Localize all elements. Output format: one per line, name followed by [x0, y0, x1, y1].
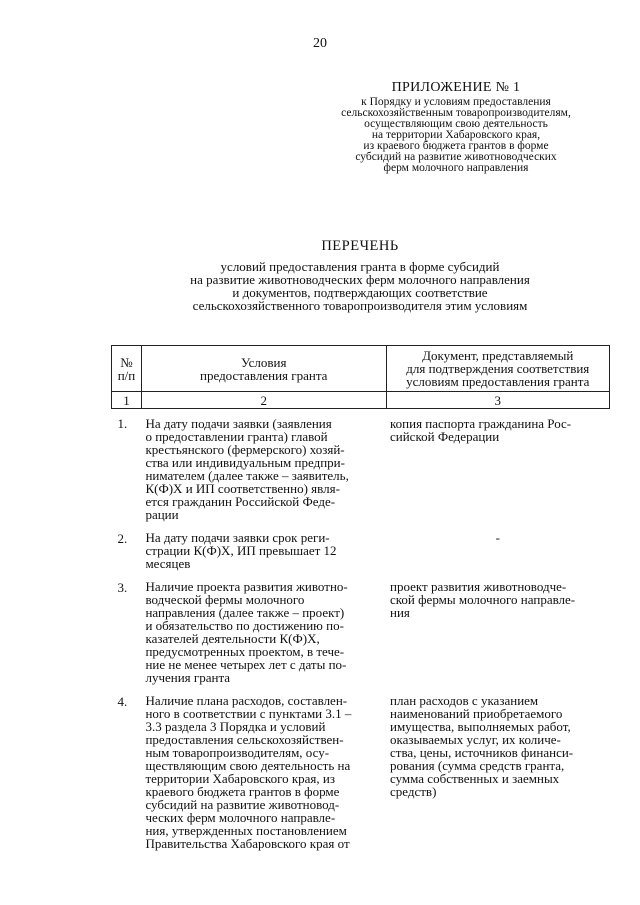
- row-document: копия паспорта гражданина Рос- сийской Федерации: [390, 416, 572, 444]
- header-num: № п/п: [112, 346, 142, 392]
- row-document: план расходов с указанием наименований приобретаемого имущества, выполняемых работ, оказываемых услуг, их количе- ства, цены, источников финанси- рования (сумма средств гранта, сумма собственных и заемных средств): [390, 693, 574, 799]
- appendix-line: субсидий на развитие животноводческих: [355, 151, 557, 163]
- document-heading: [110, 237, 610, 312]
- row-condition: Наличие проекта развития животно- водческой фермы молочного направления (далее также – проект) и обязательство по достижению по- казателей деятельности К(Ф)Х, предусмотренных проектом, в тече- ние не менее четырех лет с даты по- лучения гранта: [145, 579, 348, 685]
- document-title: ПЕРЕЧЕНЬ: [321, 238, 399, 254]
- table-row: [112, 694, 610, 860]
- appendix-line: из краевого бюджета грантов в форме: [363, 140, 549, 152]
- appendix-title: ПРИЛОЖЕНИЕ № 1: [391, 80, 521, 95]
- row-condition: Наличие плана расходов, составлен- ного в соответствии с пунктами 3.1 – 3.3 раздела 3 Порядка и условий предоставления сельскохозяйствен- ным товаропроизводителям, осу- ществляющим свою деятельность на территории Хабаровского края, из краевого бюджета грантов в форме субсидий на развитие животновод- ческих ферм молочного направле- ния, утвержденных постановлением Правительства Хабаровского края от: [145, 693, 352, 851]
- table-row: [112, 409, 610, 532]
- appendix-line: на территории Хабаровского края,: [371, 129, 541, 141]
- conditions-table: [111, 345, 610, 860]
- column-number: 2: [141, 392, 386, 409]
- row-number: 3.: [117, 580, 128, 595]
- row-document: -: [495, 530, 500, 545]
- column-number: 1: [112, 392, 142, 409]
- column-number: 3: [386, 392, 610, 409]
- appendix-line: ферм молочного направления: [383, 162, 529, 174]
- appendix-line: осуществляющим свою деятельность: [364, 118, 548, 130]
- table-row: [112, 531, 610, 580]
- row-condition: На дату подачи заявки (заявления о предоставлении гранта) главой крестьянского (фермерского) хозяй- ства или индивидуальным предпри- нимателем (далее также – заявитель, К(Ф)Х и ИП соответственно) явля- ется гражданин Российской Феде- рации: [145, 416, 349, 522]
- row-document: проект развития животноводче- ской фермы молочного направле- ния: [390, 579, 576, 620]
- header-document: Документ, представляемый для подтверждения соответствия условиям предоставления гранта: [386, 346, 610, 392]
- heading-line: условий предоставления гранта в форме субсидий: [220, 259, 500, 274]
- heading-line: сельскохозяйственного товаропроизводителя этим условиям: [192, 298, 528, 313]
- row-condition: На дату подачи заявки срок реги- страции К(Ф)Х, ИП превышает 12 месяцев: [145, 530, 337, 571]
- appendix-line: к Порядку и условиям предоставления: [361, 96, 551, 108]
- row-number: 4.: [117, 694, 128, 709]
- column-number-row: [112, 392, 610, 409]
- header-condition: Условия предоставления гранта: [141, 346, 386, 392]
- heading-line: и документов, подтверждающих соответствие: [232, 285, 488, 300]
- appendix-block: [322, 80, 590, 174]
- heading-line: на развитие животноводческих ферм молочного направления: [190, 272, 530, 287]
- page-number: 20: [313, 36, 327, 51]
- row-number: 1.: [117, 416, 128, 431]
- table-row: [112, 580, 610, 694]
- row-number: 2.: [117, 531, 128, 546]
- appendix-line: сельскохозяйственным товаропроизводителям,: [341, 107, 571, 119]
- table-header-row: [112, 346, 610, 392]
